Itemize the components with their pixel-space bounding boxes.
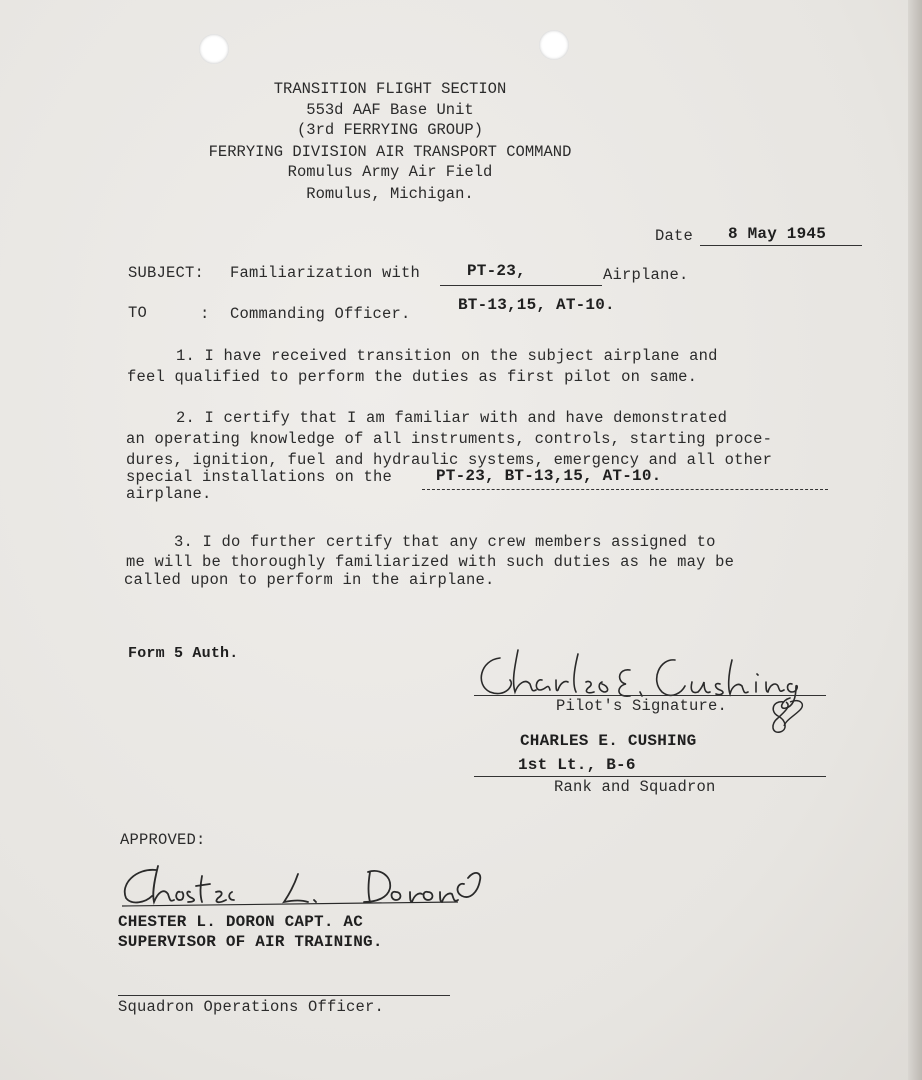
paragraph-2-line-4: special installations on the bbox=[126, 468, 393, 486]
paragraph-3-line-1: 3. I do further certify that any crew members assigned to bbox=[174, 533, 716, 551]
subject-aircraft-2: BT-13,15, AT-10. bbox=[458, 296, 615, 314]
form-auth: Form 5 Auth. bbox=[128, 645, 239, 662]
punch-hole-left bbox=[199, 34, 229, 64]
header-line-4: FERRYING DIVISION AIR TRANSPORT COMMAND bbox=[208, 143, 572, 161]
punch-hole-right bbox=[539, 30, 569, 60]
paragraph-2-line-1: 2. I certify that I am familiar with and have demonstrated bbox=[176, 409, 728, 427]
paragraph-2-underline bbox=[422, 489, 828, 490]
header-line-6: Romulus, Michigan. bbox=[306, 185, 474, 203]
date-value: 8 May 1945 bbox=[728, 225, 827, 243]
to-text: Commanding Officer. bbox=[230, 305, 411, 323]
subject-label: SUBJECT: bbox=[128, 264, 205, 282]
paragraph-2-aircraft: PT-23, BT-13,15, AT-10. bbox=[436, 467, 662, 485]
paragraph-3-line-3: called upon to perform in the airplane. bbox=[124, 571, 495, 589]
paragraph-3-line-2: me will be thoroughly familiarized with such duties as he may be bbox=[126, 553, 735, 571]
paper-edge bbox=[908, 0, 922, 1080]
pilot-rank: 1st Lt., B-6 bbox=[518, 756, 636, 774]
approver-name: CHESTER L. DORON CAPT. AC bbox=[118, 913, 364, 931]
date-label: Date bbox=[655, 227, 694, 245]
paragraph-2-line-3: dures, ignition, fuel and hydraulic systems, emergency and all other bbox=[126, 451, 773, 469]
pilot-signature-line bbox=[474, 695, 826, 696]
subject-text: Familiarization with bbox=[230, 264, 421, 282]
squadron-ops-line bbox=[118, 995, 450, 996]
subject-underline bbox=[440, 285, 602, 286]
header-line-3: (3rd FERRYING GROUP) bbox=[296, 121, 484, 139]
rank-line bbox=[474, 776, 826, 777]
subject-aircraft-1: PT-23, bbox=[467, 262, 526, 280]
header-line-5: Romulus Army Air Field bbox=[287, 163, 493, 181]
squadron-ops-label: Squadron Operations Officer. bbox=[118, 998, 385, 1016]
header-line-1: TRANSITION FLIGHT SECTION bbox=[273, 80, 507, 98]
pilot-signature-label: Pilot's Signature. bbox=[556, 697, 728, 715]
paragraph-1-line-1: 1. I have received transition on the subject airplane and bbox=[176, 347, 718, 365]
date-underline bbox=[700, 245, 862, 246]
paragraph-1-line-2: feel qualified to perform the duties as first pilot on same. bbox=[127, 368, 698, 386]
header-line-2: 553d AAF Base Unit bbox=[306, 101, 474, 119]
paragraph-2-line-5: airplane. bbox=[126, 485, 212, 503]
to-label: TO bbox=[128, 304, 148, 322]
paragraph-2-line-2: an operating knowledge of all instruments, controls, starting proce- bbox=[126, 430, 773, 448]
subject-suffix: Airplane. bbox=[603, 266, 689, 284]
rank-label: Rank and Squadron bbox=[554, 778, 716, 796]
pilot-signature-flourish bbox=[764, 698, 794, 738]
pilot-name: CHARLES E. CUSHING bbox=[520, 732, 697, 750]
to-colon: : bbox=[200, 305, 210, 323]
approved-label: APPROVED: bbox=[120, 831, 206, 849]
approver-title: SUPERVISOR OF AIR TRAINING. bbox=[118, 933, 383, 951]
